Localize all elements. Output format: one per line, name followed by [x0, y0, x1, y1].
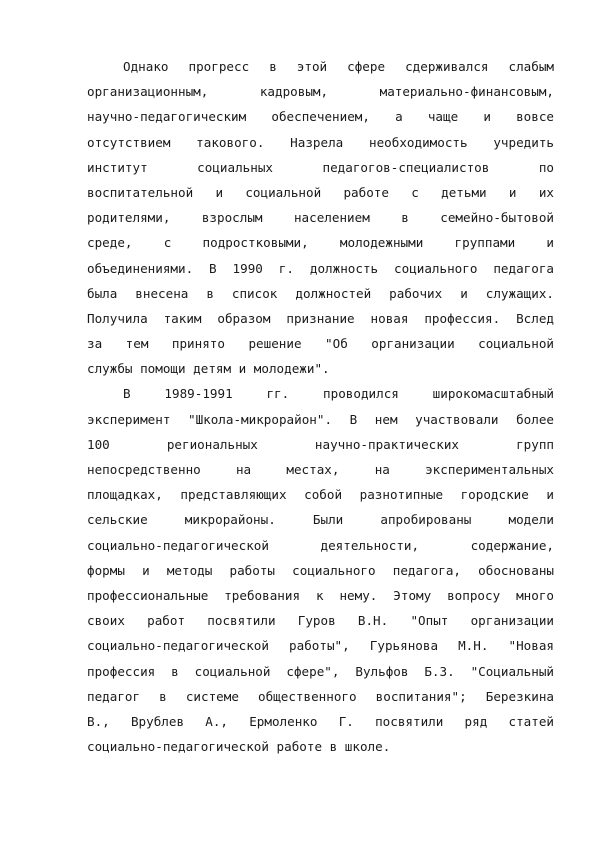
- text-line: Однако прогресс в этой сфере сдерживался слабым: [123, 59, 554, 74]
- text-line: социально-педагогической работы", Гурьянова М.Н. "Новая: [87, 638, 554, 654]
- text-line: формы и методы работы социального педагога, обоснованы: [87, 562, 554, 578]
- text-line: воспитательной и социальной работе с детьми и их: [87, 184, 554, 200]
- document-text: [87, 54, 554, 759]
- text-line: институт социальных педагогов-специалистов по: [87, 159, 554, 175]
- text-line: педагог в системе общественного воспитания"; Березкина: [87, 688, 554, 704]
- text-line: сельские микрорайоны. Были апробированы модели: [87, 512, 554, 528]
- paragraph-1: [87, 54, 554, 381]
- text-line: научно-педагогическим обеспечением, а чаще и вовсе: [87, 109, 554, 125]
- text-line: В 1989-1991 гг. проводился широкомасштабный: [123, 386, 554, 402]
- text-line: профессия в социальной сфере", Вульфов Б.З. "Социальный: [87, 663, 554, 679]
- paragraph-2: [87, 381, 554, 759]
- text-line: эксперимент "Школа-микрорайон". В нем участвовали более: [87, 411, 554, 427]
- text-line: площадках, представляющих собой разнотипные городские и: [87, 487, 554, 503]
- text-line: 100 региональных научно-практических групп: [87, 436, 554, 452]
- text-line: организационным, кадровым, материально-финансовым,: [87, 84, 554, 100]
- text-line: родителями, взрослым населением в семейно-бытовой: [87, 210, 554, 226]
- text-line: службы помощи детям и молодежи".: [87, 361, 330, 377]
- text-line: социально-педагогической деятельности, содержание,: [87, 537, 554, 553]
- text-line: В., Врублев А., Ермоленко Г. посвятили ряд статей: [87, 713, 554, 729]
- text-line: непосредственно на местах, на экспериментальных: [87, 462, 554, 477]
- text-line: социально-педагогической работе в школе.: [87, 739, 391, 755]
- text-line: среде, с подростковыми, молодежными группами и: [87, 235, 554, 251]
- text-line: своих работ посвятили Гуров В.Н. "Опыт организации: [87, 613, 554, 629]
- text-line: объединениями. В 1990 г. должность социального педагога: [87, 260, 554, 276]
- text-line: за тем принято решение "Об организации социальной: [87, 336, 554, 352]
- text-line: отсутствием такового. Назрела необходимость учредить: [87, 134, 554, 150]
- text-line: была внесена в список должностей рабочих и служащих.: [87, 285, 554, 301]
- text-line: Получила таким образом признание новая профессия. Вслед: [87, 310, 554, 326]
- text-line: профессиональные требования к нему. Этому вопросу много: [87, 587, 554, 603]
